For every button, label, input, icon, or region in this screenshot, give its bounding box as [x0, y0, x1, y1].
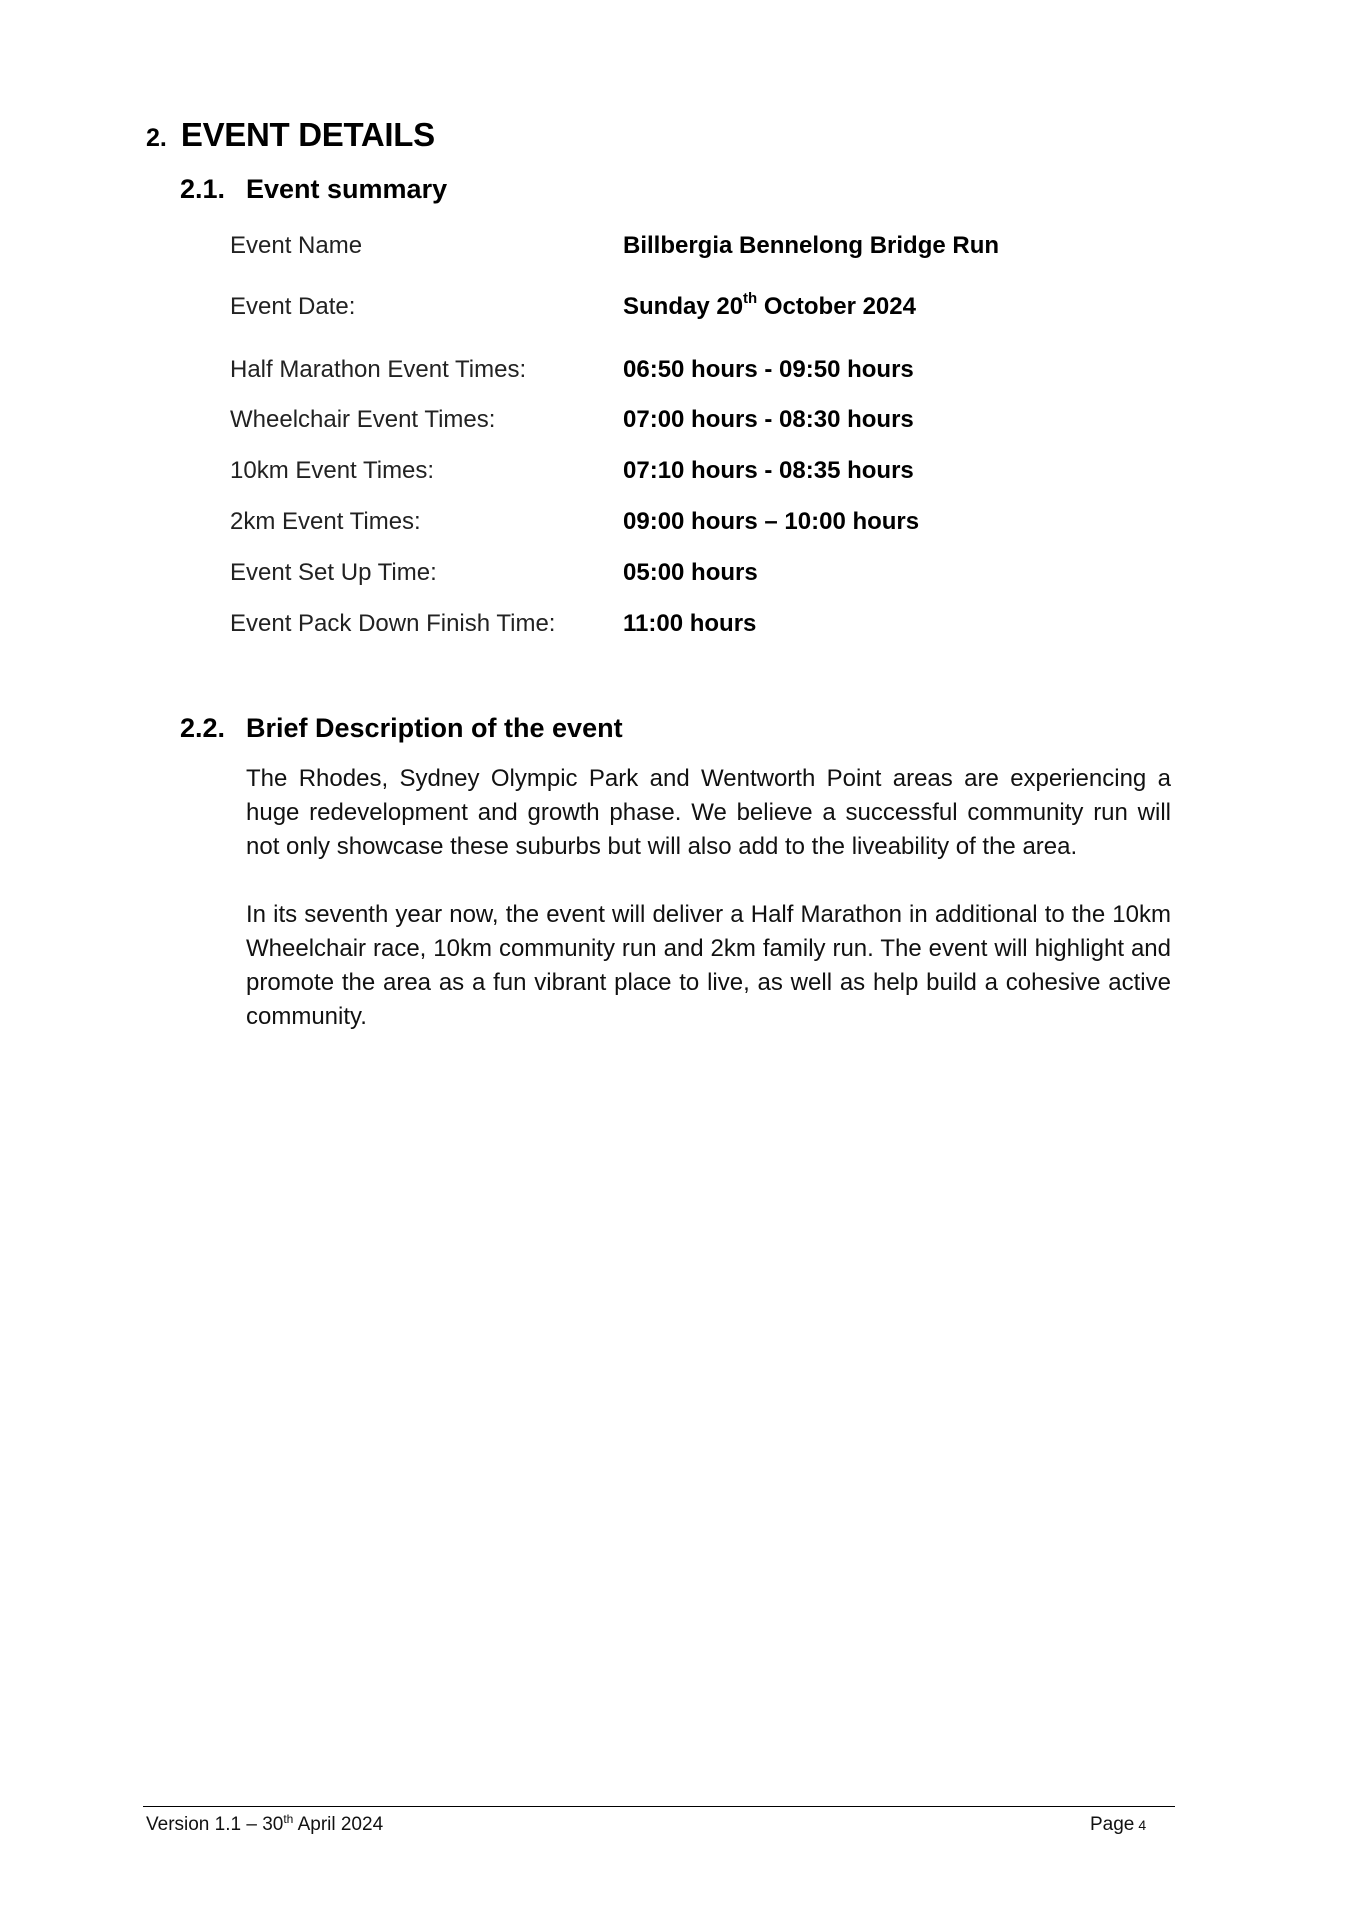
description-paragraph-1: The Rhodes, Sydney Olympic Park and Wentworth Point areas are experiencing a huge redevelopment and growth phase. We believe a successful community run will not only showcase these suburbs but will also add to the liveability of the area.	[246, 765, 1171, 860]
subsection-number: 2.1.	[180, 174, 226, 204]
subsection-title: Event summary	[246, 174, 448, 204]
row-label: Wheelchair Event Times:	[230, 406, 496, 433]
description-paragraph-2: In its seventh year now, the event will deliver a Half Marathon in additional to the 10km Wheelchair race, 10km community run and 2km family run. The event will highlight and promote the area as a fun vibrant place to live, as well as help build a cohesive active community.	[246, 901, 1171, 1030]
row-value: 09:00 hours – 10:00 hours	[623, 508, 920, 535]
row-label: Event Pack Down Finish Time:	[230, 610, 556, 637]
row-label: 10km Event Times:	[230, 457, 435, 484]
footer-divider	[143, 1806, 1175, 1807]
summary-row-2km	[230, 508, 1130, 540]
section-number: 2.	[146, 124, 167, 152]
row-label: Half Marathon Event Times:	[230, 356, 527, 383]
section-heading	[146, 116, 435, 154]
row-value: 11:00 hours	[623, 610, 757, 637]
row-value: 07:00 hours - 08:30 hours	[623, 406, 914, 433]
subsection-heading-summary	[180, 174, 447, 205]
subsection-title: Brief Description of the event	[246, 713, 623, 743]
row-value: Sunday 20th October 2024	[623, 290, 916, 320]
summary-row-event-date	[230, 290, 1130, 325]
row-value: 06:50 hours - 09:50 hours	[623, 356, 914, 383]
row-label: Event Name	[230, 232, 363, 259]
row-value: 05:00 hours	[623, 559, 758, 586]
summary-row-half-marathon	[230, 356, 1130, 388]
row-label: Event Date:	[230, 293, 356, 320]
row-value: 07:10 hours - 08:35 hours	[623, 457, 914, 484]
summary-row-10km	[230, 457, 1130, 489]
summary-row-event-name	[230, 232, 1130, 264]
row-label: Event Set Up Time:	[230, 559, 437, 586]
row-value: Billbergia Bennelong Bridge Run	[623, 232, 1000, 259]
summary-row-pack-down	[230, 610, 1130, 642]
section-title: EVENT DETAILS	[180, 116, 435, 153]
footer-page-number: Page 4	[1090, 1814, 1147, 1835]
subsection-heading-description	[180, 713, 623, 744]
summary-row-set-up	[230, 559, 1130, 591]
row-label: 2km Event Times:	[230, 508, 421, 535]
subsection-number: 2.2.	[180, 713, 226, 743]
footer-version: Version 1.1 – 30th April 2024	[146, 1812, 384, 1835]
summary-row-wheelchair	[230, 406, 1130, 438]
